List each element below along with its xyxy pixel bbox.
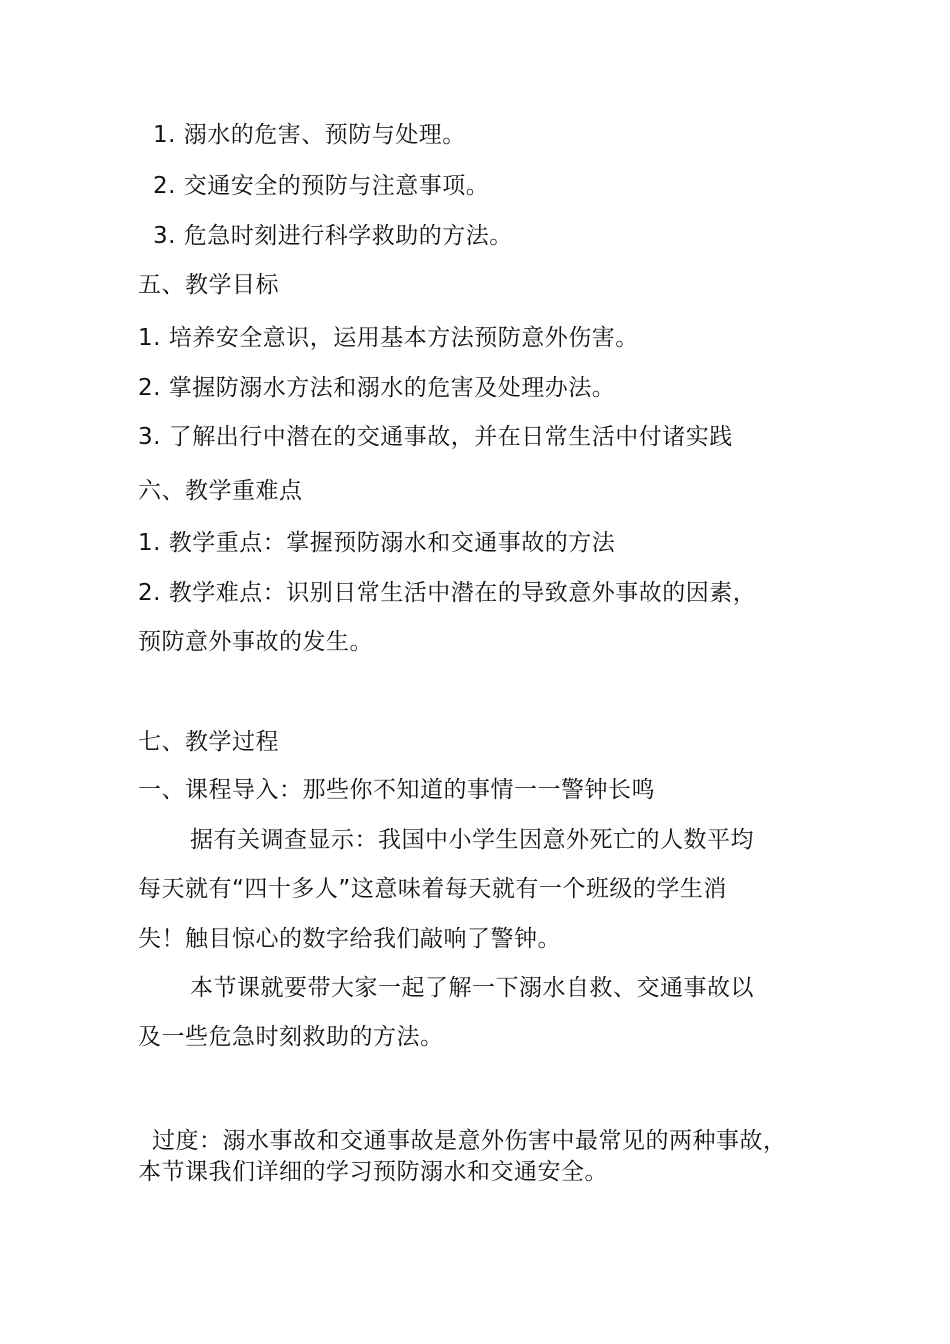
objective-item: 3. 了解出行中潜在的交通事故，并在日常生活中付诸实践 bbox=[138, 424, 733, 450]
subsection-heading: 一、课程导入：那些你不知道的事情一一警钟长鸣 bbox=[138, 777, 655, 803]
transition-line: 本节课我们详细的学习预防溺水和交通安全。 bbox=[138, 1159, 608, 1185]
topic-item: 3. 危急时刻进行科学救助的方法。 bbox=[153, 223, 513, 249]
topic-item: 2. 交通安全的预防与注意事项。 bbox=[153, 173, 490, 199]
paragraph-line: 失！触目惊心的数字给我们敲响了警钟。 bbox=[138, 926, 561, 952]
objective-item: 1. 培养安全意识，运用基本方法预防意外伤害。 bbox=[138, 325, 639, 351]
section-heading: 六、教学重难点 bbox=[138, 478, 303, 504]
keypoint-item: 2. 教学难点：识别日常生活中潜在的导致意外事故的因素， bbox=[138, 580, 757, 606]
topic-item: 1. 溺水的危害、预防与处理。 bbox=[153, 122, 466, 148]
section-heading: 七、教学过程 bbox=[138, 729, 279, 755]
paragraph-line: 据有关调查显示：我国中小学生因意外死亡的人数平均 bbox=[190, 827, 754, 853]
transition-line: 过度：溺水事故和交通事故是意外伤害中最常见的两种事故， bbox=[152, 1128, 787, 1154]
keypoint-item-continued: 预防意外事故的发生。 bbox=[138, 629, 373, 655]
section-heading: 五、教学目标 bbox=[138, 272, 279, 298]
paragraph-line: 及一些危急时刻救助的方法。 bbox=[138, 1024, 444, 1050]
paragraph-line: 每天就有“四十多人”这意味着每天就有一个班级的学生消 bbox=[138, 876, 727, 902]
keypoint-item: 1. 教学重点：掌握预防溺水和交通事故的方法 bbox=[138, 530, 616, 556]
paragraph-line: 本节课就要带大家一起了解一下溺水自救、交通事故以 bbox=[190, 975, 754, 1001]
objective-item: 2. 掌握防溺水方法和溺水的危害及处理办法。 bbox=[138, 375, 616, 401]
